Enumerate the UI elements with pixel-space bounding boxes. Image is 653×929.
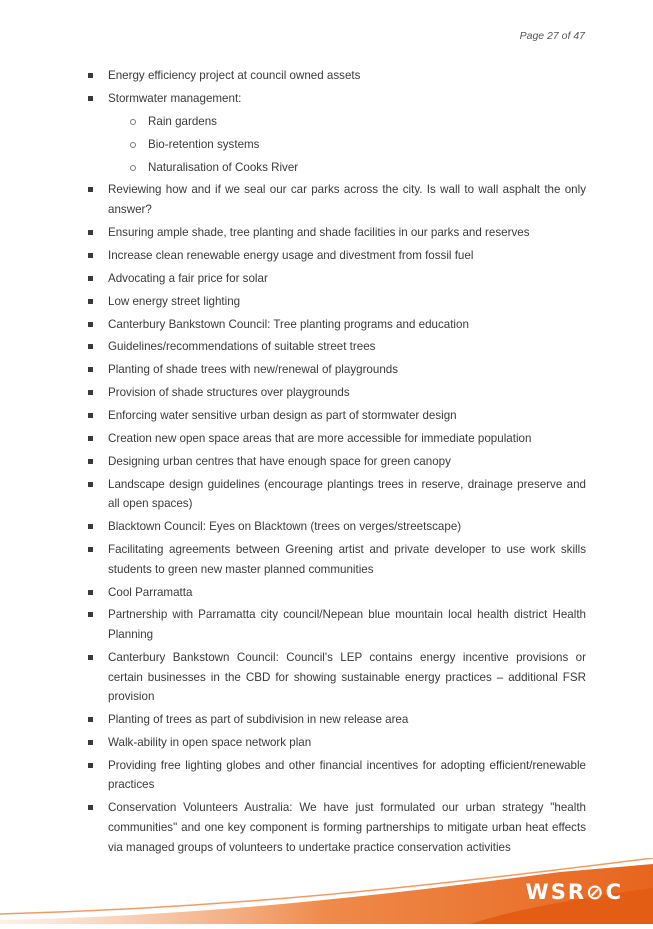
list-item-text: Guidelines/recommendations of suitable street trees xyxy=(108,340,376,354)
square-bullet-icon xyxy=(88,96,93,101)
list-item-text: Low energy street lighting xyxy=(108,294,241,308)
square-bullet-icon xyxy=(88,740,93,745)
list-item xyxy=(88,540,586,579)
list-item xyxy=(88,246,586,266)
square-bullet-icon xyxy=(88,763,93,768)
list-item xyxy=(88,89,586,109)
page-number: Page 27 of 47 xyxy=(519,30,585,42)
square-bullet-icon xyxy=(88,230,93,235)
list-item-text: Designing urban centres that have enough space for green canopy xyxy=(108,454,451,468)
list-item-text: Ensuring ample shade, tree planting and shade facilities in our parks and reserves xyxy=(108,225,530,239)
list-item-text: Bio-retention systems xyxy=(148,137,260,151)
list-item-text: Cool Parramatta xyxy=(108,585,193,599)
list-item xyxy=(88,292,586,312)
list-item-text: Planting of shade trees with new/renewal of playgrounds xyxy=(108,363,399,377)
list-item-text: Blacktown Council: Eyes on Blacktown (trees on verges/streetscape) xyxy=(108,520,462,534)
list-item-text: Increase clean renewable energy usage and divestment from fossil fuel xyxy=(108,248,474,262)
square-bullet-icon xyxy=(88,276,93,281)
list-item xyxy=(88,648,586,707)
square-bullet-icon xyxy=(88,805,93,810)
list-item xyxy=(88,360,586,380)
list-item-text: Canterbury Bankstown Council: Council's LEP contains energy incentive provisions or certain businesses in the CBD for showing sustainable energy practices – additional FSR provision xyxy=(108,650,586,704)
list-item-text: Advocating a fair price for solar xyxy=(108,271,268,285)
wsroc-logo: WSR⊘C xyxy=(525,880,623,904)
square-bullet-icon xyxy=(88,655,93,660)
list-item xyxy=(88,710,586,730)
list-item xyxy=(88,66,586,86)
square-bullet-icon xyxy=(88,524,93,529)
square-bullet-icon xyxy=(88,322,93,327)
list-item-text: Landscape design guidelines (encourage plantings trees in reserve, drainage preserve and all open spaces) xyxy=(108,477,586,511)
list-item xyxy=(88,798,586,857)
list-item xyxy=(88,337,586,357)
list-item xyxy=(88,269,586,289)
list-item xyxy=(88,223,586,243)
square-bullet-icon xyxy=(88,299,93,304)
square-bullet-icon xyxy=(88,547,93,552)
list-item-text: Naturalisation of Cooks River xyxy=(148,160,299,174)
square-bullet-icon xyxy=(88,413,93,418)
square-bullet-icon xyxy=(88,73,93,78)
list-item-text: Energy efficiency project at council owned assets xyxy=(108,69,361,82)
list-item xyxy=(88,475,586,514)
list-item-text: Providing free lighting globes and other financial incentives for adopting efficient/renewable practices xyxy=(108,758,586,792)
square-bullet-icon xyxy=(88,253,93,258)
sub-list-item xyxy=(88,158,586,178)
square-bullet-icon xyxy=(88,367,93,372)
square-bullet-icon xyxy=(88,187,93,192)
square-bullet-icon xyxy=(88,590,93,595)
list-item-text: Facilitating agreements between Greening artist and private developer to use work skills students to green new master planned communities xyxy=(108,543,586,576)
bullet-list xyxy=(88,66,586,860)
sub-list-item xyxy=(88,112,586,132)
list-item-text: Creation new open space areas that are more accessible for immediate population xyxy=(108,431,532,445)
circle-bullet-icon xyxy=(130,165,136,171)
sub-list-item xyxy=(88,135,586,155)
list-item xyxy=(88,315,586,335)
list-item xyxy=(88,180,586,219)
list-item xyxy=(88,452,586,472)
list-item xyxy=(88,517,586,537)
list-item-text: Enforcing water sensitive urban design as part of stormwater design xyxy=(108,409,457,423)
list-item xyxy=(88,733,586,753)
square-bullet-icon xyxy=(88,717,93,722)
circle-bullet-icon xyxy=(130,119,136,125)
square-bullet-icon xyxy=(88,612,93,617)
square-bullet-icon xyxy=(88,390,93,395)
square-bullet-icon xyxy=(88,482,93,487)
list-item xyxy=(88,383,586,403)
list-item-text: Stormwater management: xyxy=(108,91,242,105)
list-item-text: Planting of trees as part of subdivision in new release area xyxy=(108,713,409,727)
square-bullet-icon xyxy=(88,436,93,441)
list-item-text: Rain gardens xyxy=(148,114,217,128)
list-item-text: Canterbury Bankstown Council: Tree planting programs and education xyxy=(108,317,469,331)
list-item-text: Partnership with Parramatta city council/Nepean blue mountain local health district Health Planning xyxy=(108,608,586,642)
list-item-text: Reviewing how and if we seal our car parks across the city. Is wall to wall asphalt the only answer? xyxy=(108,183,586,217)
list-item-text: Conservation Volunteers Australia: We have just formulated our urban strategy "health communities" and one key component is forming partnerships to mitigate urban heat effects via managed groups of volunteers to undertake practice conservation activities xyxy=(108,801,586,854)
list-item xyxy=(88,756,586,795)
square-bullet-icon xyxy=(88,344,93,349)
circle-bullet-icon xyxy=(130,142,136,148)
square-bullet-icon xyxy=(88,459,93,464)
footer-band xyxy=(0,858,653,924)
list-item xyxy=(88,406,586,426)
list-item-text: Walk-ability in open space network plan xyxy=(108,735,312,749)
list-item xyxy=(88,583,586,603)
list-item-text: Provision of shade structures over playgrounds xyxy=(108,386,350,400)
list-item xyxy=(88,429,586,449)
list-item xyxy=(88,605,586,644)
